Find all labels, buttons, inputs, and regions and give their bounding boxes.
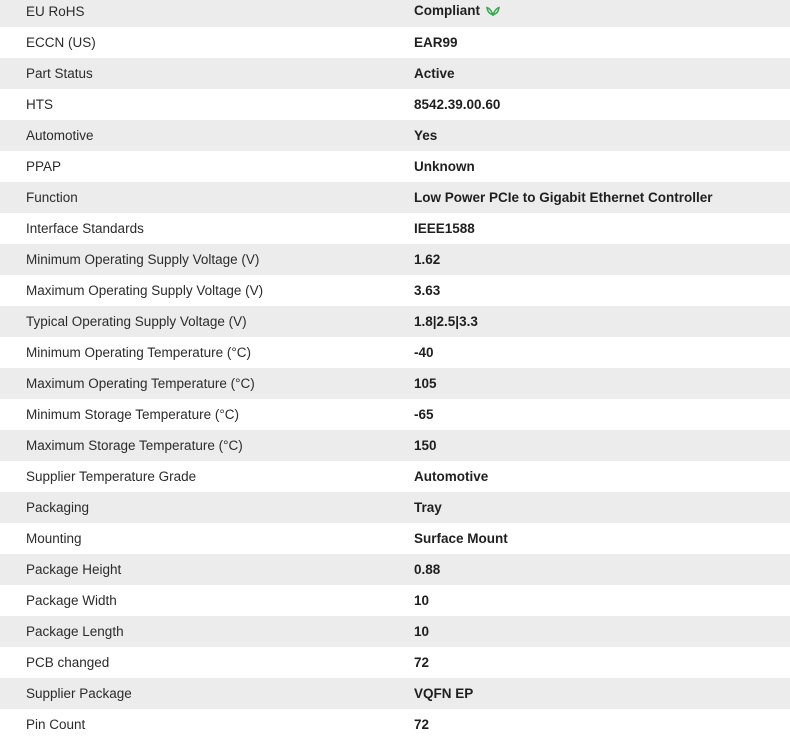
spec-value-cell [414, 709, 790, 740]
spec-name: Minimum Operating Supply Voltage (V) [0, 244, 414, 275]
spec-value: -40 [414, 345, 434, 360]
spec-value: Active [414, 66, 455, 81]
spec-row [0, 213, 790, 244]
spec-value: VQFN EP [414, 686, 474, 701]
spec-row [0, 306, 790, 337]
spec-name: Automotive [0, 120, 414, 151]
spec-row [0, 399, 790, 430]
spec-value-cell [414, 523, 790, 554]
spec-name: Maximum Operating Supply Voltage (V) [0, 275, 414, 306]
spec-value-cell [414, 27, 790, 58]
spec-name: Pin Count [0, 709, 414, 740]
spec-value: 150 [414, 438, 437, 453]
spec-name: Supplier Temperature Grade [0, 461, 414, 492]
spec-value-cell [414, 585, 790, 616]
spec-value-cell [414, 368, 790, 399]
spec-value-cell [414, 275, 790, 306]
spec-value: Unknown [414, 159, 475, 174]
spec-value-cell [414, 647, 790, 678]
spec-value-cell [414, 399, 790, 430]
spec-name: Maximum Storage Temperature (°C) [0, 430, 414, 461]
spec-value-cell [414, 120, 790, 151]
spec-value: 1.62 [414, 252, 441, 267]
spec-row [0, 554, 790, 585]
spec-row [0, 275, 790, 306]
spec-name: PPAP [0, 151, 414, 182]
spec-row [0, 678, 790, 709]
spec-value-cell [414, 337, 790, 368]
spec-name: Supplier Package [0, 678, 414, 709]
spec-row [0, 58, 790, 89]
spec-row [0, 244, 790, 275]
spec-row [0, 709, 790, 740]
spec-row [0, 151, 790, 182]
spec-name: Typical Operating Supply Voltage (V) [0, 306, 414, 337]
spec-value: -65 [414, 407, 434, 422]
spec-value: Low Power PCIe to Gigabit Ethernet Controller [414, 190, 713, 205]
spec-value: 8542.39.00.60 [414, 97, 501, 112]
spec-value: Surface Mount [414, 531, 508, 546]
spec-row [0, 182, 790, 213]
spec-name: Minimum Storage Temperature (°C) [0, 399, 414, 430]
spec-name: PCB changed [0, 647, 414, 678]
spec-name: Packaging [0, 492, 414, 523]
spec-value-cell [414, 213, 790, 244]
spec-value: 1.8|2.5|3.3 [414, 314, 478, 329]
spec-value: Tray [414, 500, 442, 515]
spec-row [0, 337, 790, 368]
spec-row [0, 368, 790, 399]
spec-row [0, 616, 790, 647]
spec-value-cell [414, 244, 790, 275]
spec-value-cell [414, 89, 790, 120]
spec-value-cell [414, 151, 790, 182]
spec-value: 3.63 [414, 283, 441, 298]
spec-value: 0.88 [414, 562, 441, 577]
spec-row [0, 492, 790, 523]
spec-name: Package Height [0, 554, 414, 585]
spec-value: 72 [414, 717, 430, 732]
spec-value: Compliant [414, 3, 480, 18]
spec-row [0, 461, 790, 492]
spec-name: EU RoHS [0, 0, 414, 27]
spec-name: Mounting [0, 523, 414, 554]
spec-name: Interface Standards [0, 213, 414, 244]
spec-row [0, 523, 790, 554]
spec-row [0, 27, 790, 58]
leaf-icon [486, 5, 500, 20]
spec-row [0, 120, 790, 151]
spec-name: Part Status [0, 58, 414, 89]
spec-value-cell [414, 430, 790, 461]
spec-row [0, 89, 790, 120]
spec-value-cell [414, 306, 790, 337]
spec-value: 10 [414, 624, 430, 639]
spec-value: 72 [414, 655, 430, 670]
spec-name: Package Width [0, 585, 414, 616]
spec-value: IEEE1588 [414, 221, 475, 236]
spec-name: Minimum Operating Temperature (°C) [0, 337, 414, 368]
spec-value-cell [414, 182, 790, 213]
spec-value: EAR99 [414, 35, 458, 50]
spec-row [0, 430, 790, 461]
spec-value-cell [414, 0, 790, 27]
spec-value: Automotive [414, 469, 489, 484]
spec-name: HTS [0, 89, 414, 120]
spec-row [0, 647, 790, 678]
spec-name: Function [0, 182, 414, 213]
spec-row [0, 0, 790, 27]
spec-name: ECCN (US) [0, 27, 414, 58]
spec-name: Maximum Operating Temperature (°C) [0, 368, 414, 399]
spec-value: 10 [414, 593, 430, 608]
spec-value-cell [414, 58, 790, 89]
spec-row [0, 585, 790, 616]
spec-value-cell [414, 492, 790, 523]
spec-value-cell [414, 616, 790, 647]
spec-value: 105 [414, 376, 437, 391]
spec-value: Yes [414, 128, 438, 143]
spec-value-cell [414, 678, 790, 709]
spec-value-cell [414, 461, 790, 492]
spec-value-cell [414, 554, 790, 585]
spec-name: Package Length [0, 616, 414, 647]
